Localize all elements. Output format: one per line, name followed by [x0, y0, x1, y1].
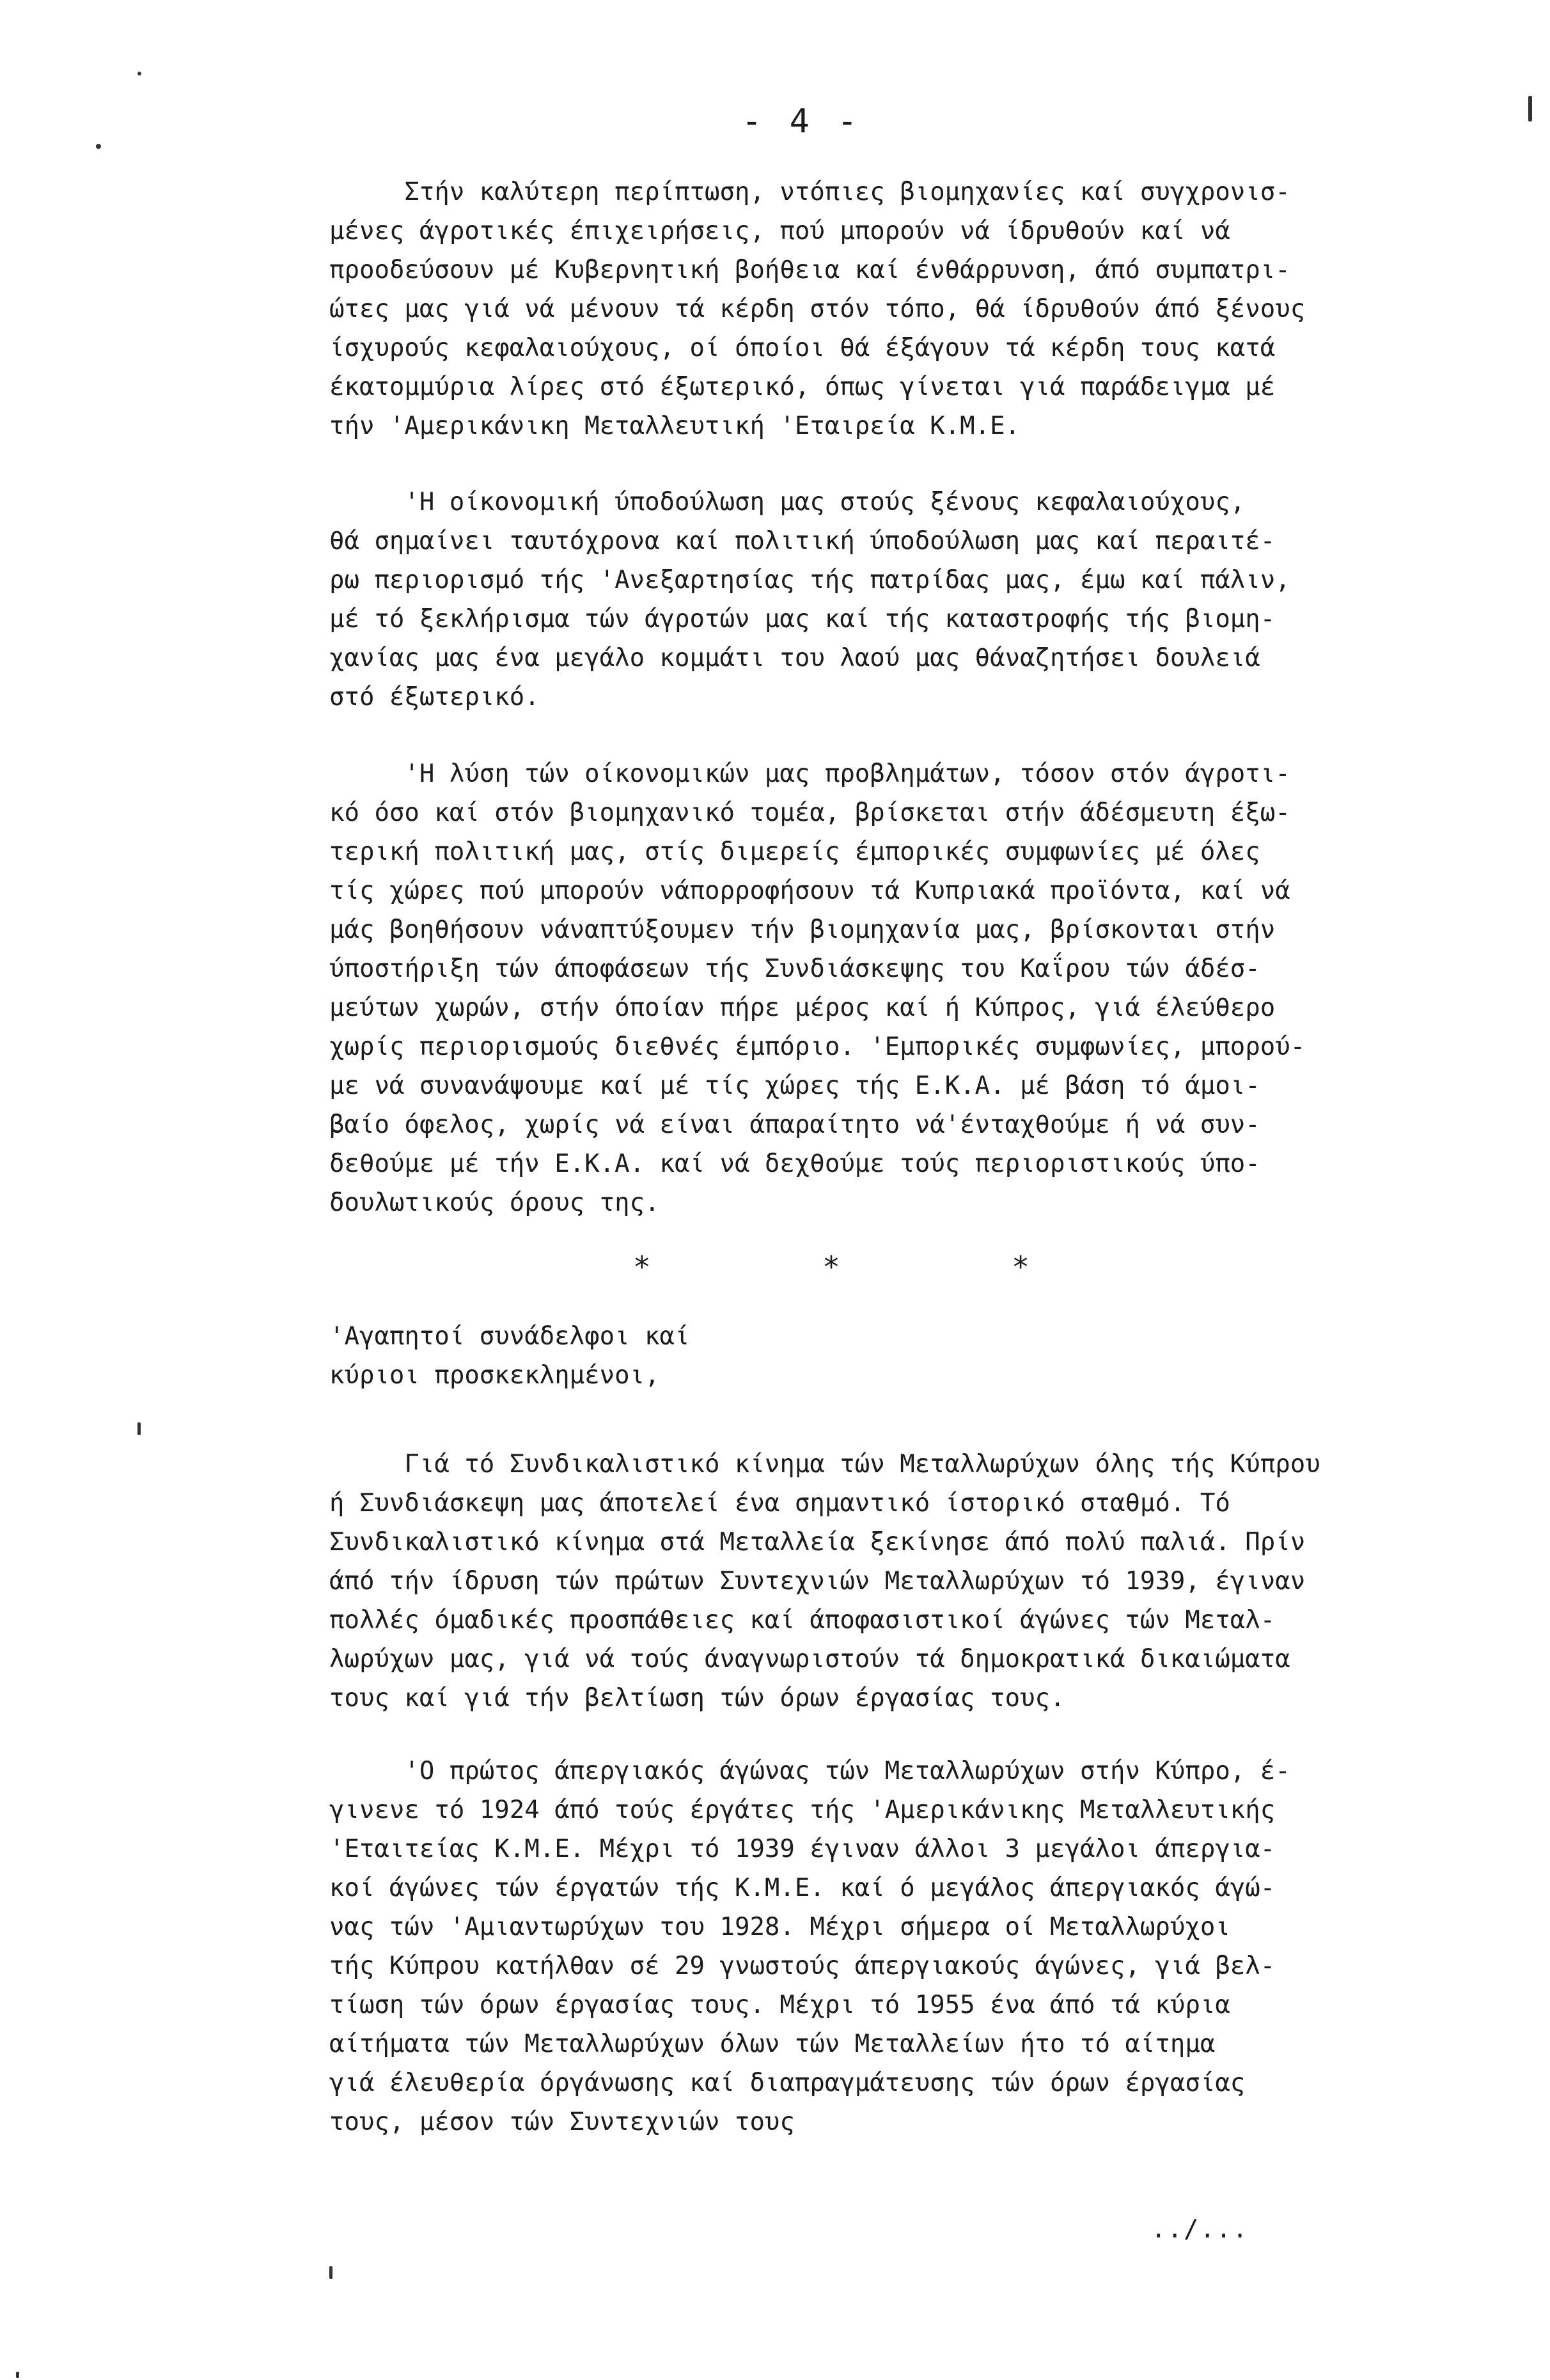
scan-speck — [16, 2372, 19, 2378]
page-number: - 4 - — [742, 102, 861, 141]
continuation-mark: ../... — [1151, 2215, 1249, 2244]
scan-speck — [96, 144, 101, 149]
scan-speck — [137, 72, 141, 75]
paragraph-salutation: 'Αγαπητοί συνάδελφοι καί κύριοι προσκεκλημένοι, — [329, 1322, 690, 1390]
section-separator — [633, 1250, 1029, 1284]
paragraph-economic-subjugation: 'Η οίκονομική ύποδούλωση μας στούς ξένους κεφαλαιούχους, θά σημαίνει ταυτόχρονα καί πολιτική ύποδούλωση μας καί περαιτέ- ρω περιορισμό τής 'Ανεξαρτησίας τής πατρίδας μας, έμω καί πάλιν, μέ τό ξεκλήρισμα τών άγροτών μας καί τής καταστροφής τής βιομη- χανίας μας ένα μεγάλο κομμάτι του λαού μας θάναζητήσει δουλειά στό έξωτερικό. — [329, 488, 1290, 712]
separator-asterisk: * — [633, 1250, 651, 1284]
scan-speck — [137, 1422, 141, 1435]
paragraph-union-history: Γιά τό Συνδικαλιστικό κίνημα τών Μεταλλωρύχων όλης τής Κύπρου ή Συνδιάσκεψη μας άποτελεί ένα σημαντικό ίστορικό σταθμό. Τό Συνδικαλιστικό κίνημα στά Μεταλλεία ξεκίνησε άπό πολύ παλιά. Πρίν άπό τήν ίδρυση τών πρώτων Συντεχνιών Μεταλλωρύχων τό 1939, έγιναν πολλές όμαδικές προσπάθειες καί άποφασιστικοί άγώνες τών Μεταλ- λωρύχων μας, γιά νά τούς άναγνωριστούν τά δημοκρατικά δικαιώματα τους καί γιά τήν βελτίωση τών όρων έργασίας τους. — [329, 1450, 1320, 1713]
paragraph-local-industries: Στήν καλύτερη περίπτωση, ντόπιες βιομηχανίες καί συγχρονισ- μένες άγροτικές έπιχειρήσεις, πού μπορούν νά ίδρυθούν καί νά προοδεύσουν μέ Κυβερνητική βοήθεια καί ένθάρρυνση, άπό συμπατρι- ώτες μας γιά νά μένουν τά κέρδη στόν τόπο, θά ίδρυθούν άπό ξένους ίσχυρούς κεφαλαιούχους, οί όποίοι θά έξάγουν τά κέρδη τους κατά έκατομμύρια λίρες στό έξωτερικό, όπως γίνεται γιά παράδειγμα μέ τήν 'Αμερικάνικη Μεταλλευτική 'Εταιρεία Κ.Μ.Ε. — [329, 178, 1306, 440]
scan-speck — [1528, 96, 1532, 121]
paragraph-first-strike: 'Ο πρώτος άπεργιακός άγώνας τών Μεταλλωρύχων στήν Κύπρο, έ- γινενε τό 1924 άπό τούς έργάτες τής 'Αμερικάνικης Μεταλλευτικής 'Εταιτείας Κ.Μ.Ε. Μέχρι τό 1939 έγιναν άλλοι 3 μεγάλοι άπεργια- κοί άγώνες τών έργατών τής Κ.Μ.Ε. καί ό μεγάλος άπεργιακός άγώ- νας τών 'Αμιαντωρύχων του 1928. Μέχρι σήμερα οί Μεταλλωρύχοι τής Κύπρου κατήλθαν σέ 29 γνωστούς άπεργιακούς άγώνες, γιά βελ- τίωση τών όρων έργασίας τους. Μέχρι τό 1955 ένα άπό τά κύρια αίτήματα τών Μεταλλωρύχων όλων τών Μεταλλείων ήτο τό αίτημα γιά έλευθερία όργάνωσης καί διαπραγμάτευσης τών όρων έργασίας τους, μέσον τών Συντεχνιών τους — [329, 1757, 1290, 2136]
separator-asterisk: * — [822, 1250, 840, 1284]
separator-asterisk: * — [1012, 1250, 1029, 1284]
scan-speck — [329, 2266, 333, 2279]
paragraph-solution-foreign-policy: 'Η λύση τών οίκονομικών μας προβλημάτων, τόσον στόν άγροτι- κό όσο καί στόν βιομηχανικό τομέα, βρίσκεται στήν άδέσμευτη έξω- τερική πολιτική μας, στίς διμερείς έμπορικές συμφωνίες μέ όλες τίς χώρες πού μπορούν νάπορροφήσουν τά Κυπριακά προϊόντα, καί νά μάς βοηθήσουν νάναπτύξουμεν τήν βιομηχανία μας, βρίσκονται στήν ύποστήριξη τών άποφάσεων τής Συνδιάσκεψης του Καΐρου τών άδέσ- μεύτων χωρών, στήν όποίαν πήρε μέρος καί ή Κύπρος, γιά έλεύθερο χωρίς περιορισμούς διεθνές έμπόριο. 'Εμπορικές συμφωνίες, μπορού- με νά συνανάψουμε καί μέ τίς χώρες τής Ε.Κ.Α. μέ βάση τό άμοι- βαίο όφελος, χωρίς νά είναι άπαραίτητο νά'ένταχθούμε ή νά συν- δεθούμε μέ τήν Ε.Κ.Α. καί νά δεχθούμε τούς περιοριστικούς ύπο- δουλωτικούς όρους της. — [329, 759, 1306, 1217]
